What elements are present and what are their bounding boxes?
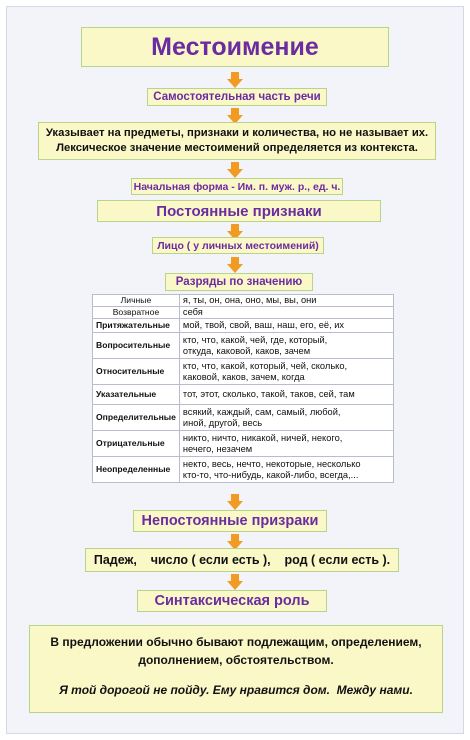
example-line: кто, что, какой, который, чей, сколько,: [182, 360, 348, 371]
categories-heading: Разряды по значению: [175, 276, 303, 288]
category-examples: [179, 431, 393, 457]
table-row: [93, 359, 394, 385]
table-row: [93, 333, 394, 359]
syntax-example: Я той дорогой не пойду. Ему нравится дом. Между нами.: [59, 683, 413, 697]
category-name: Личные: [93, 295, 180, 307]
initial-form-box: [131, 178, 343, 195]
example-line: никто, ничто, никакой, ничей, некого,: [182, 432, 343, 443]
category-name: Относительные: [93, 359, 180, 385]
part-of-speech-box: [147, 88, 327, 106]
arrow-down-icon: [227, 162, 243, 178]
category-name: Вопросительные: [93, 333, 180, 359]
syntax-line-1: В предложении обычно бывают подлежащим, определением,: [50, 635, 422, 649]
category-examples: [179, 307, 393, 319]
variable-features-list: Падеж, число ( если есть ), род ( если есть ).: [93, 553, 391, 567]
table-row: [93, 319, 394, 333]
example-line: нечего, незачем: [182, 443, 253, 454]
category-examples: [179, 359, 393, 385]
syntax-role-box: [137, 590, 327, 612]
title-box: [81, 27, 389, 67]
arrow-down-icon: [227, 257, 243, 273]
example-line: себя: [182, 307, 203, 317]
table-row: [93, 385, 394, 405]
constant-features-box: [97, 200, 381, 222]
table-row: [93, 431, 394, 457]
example-line: всякий, каждый, сам, самый, любой,: [182, 406, 341, 417]
table-row: [93, 295, 394, 307]
variable-features-heading: Непостоянные призраки: [141, 513, 319, 529]
category-name: Притяжательные: [93, 319, 180, 333]
table-row: [93, 307, 394, 319]
category-name: Возвратное: [93, 307, 180, 319]
variable-features-list-box: [85, 548, 399, 572]
meaning-line-1: Указывает на предметы, признаки и количества, но не называет их.: [45, 127, 429, 139]
categories-heading-box: [165, 273, 313, 291]
category-examples: [179, 295, 393, 307]
person-feature: Лицо ( у личных местоимений): [157, 239, 319, 252]
example-line: иной, другой, весь: [182, 417, 263, 428]
arrow-down-icon: [227, 574, 243, 590]
table-row: [93, 405, 394, 431]
example-line: каковой, каков, зачем, когда: [182, 371, 305, 382]
category-name: Неопределенные: [93, 457, 180, 483]
example-line: кто, что, какой, чей, где, который,: [182, 334, 328, 345]
initial-form: Начальная форма - Им. п. муж. р., ед. ч.: [133, 180, 341, 193]
category-examples: [179, 319, 393, 333]
syntax-role-heading: Синтаксическая роль: [154, 593, 310, 609]
page-title: Местоимение: [151, 32, 319, 61]
category-examples: [179, 457, 393, 483]
categories-table: [92, 294, 394, 483]
person-box: [152, 237, 324, 254]
syntax-line-2: дополнением, обстоятельством.: [138, 653, 334, 667]
arrow-down-icon: [227, 72, 243, 88]
example-line: тот, этот, сколько, такой, таков, сей, там: [182, 389, 355, 399]
example-line: некто, весь, нечто, некоторые, несколько: [182, 458, 361, 469]
category-name: Определительные: [93, 405, 180, 431]
example-line: откуда, каковой, каков, зачем: [182, 345, 311, 356]
category-name: Указательные: [93, 385, 180, 405]
arrow-down-icon: [227, 494, 243, 510]
meaning-line-2: Лексическое значение местоимений определяется из контекста.: [56, 142, 418, 154]
meaning-box: [38, 122, 436, 160]
constant-features-heading: Постоянные признаки: [156, 202, 322, 220]
example-line: кто-то, что-нибудь, какой-либо, всегда,...: [182, 469, 359, 480]
example-line: я, ты, он, она, оно, мы, вы, они: [182, 295, 317, 305]
category-examples: [179, 333, 393, 359]
category-examples: [179, 385, 393, 405]
variable-features-box: [133, 510, 327, 532]
category-examples: [179, 405, 393, 431]
category-name: Отрицательные: [93, 431, 180, 457]
syntax-note-box: [29, 625, 443, 713]
table-row: [93, 457, 394, 483]
example-line: мой, твой, свой, ваш, наш, его, её, их: [182, 320, 345, 330]
part-of-speech: Самостоятельная часть речи: [153, 91, 321, 103]
